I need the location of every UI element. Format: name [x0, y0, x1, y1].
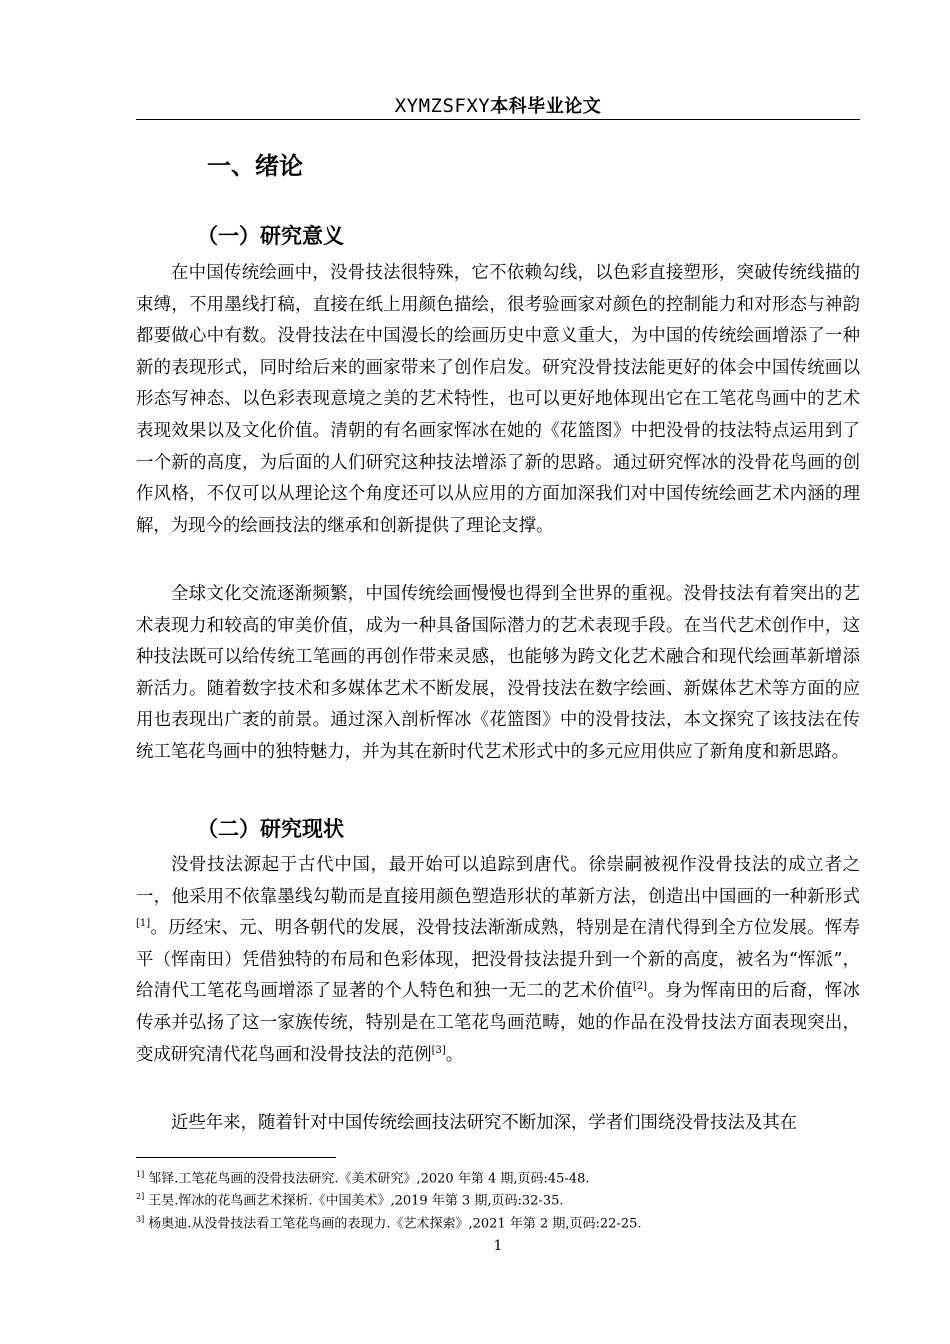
header-rule [136, 119, 860, 120]
footnote [136, 1211, 860, 1233]
body-paragraph: 全球文化交流逐渐频繁，中国传统绘画慢慢也得到全世界的重视。没骨技法有着突出的艺术表现力和较高的审美价值，成为一种具备国际潜力的艺术表现手段。在当代艺术创作中，这种技法既可以给传统工笔画的再创作带来灵感，也能够为跨文化艺术融合和现代绘画革新增添新活力。随着数字技术和多媒体艺术不断发展，没骨技法在数字绘画、新媒体艺术等方面的应用也表现出广袤的前景。通过深入剖析恽冰《花篮图》中的没骨技法，本文探究了该技法在传统工笔花鸟画中的独特魅力，并为其在新时代艺术形式中的多元应用供应了新角度和新思路。 [136, 584, 860, 762]
header-code: XYMZSFXY [394, 95, 491, 117]
footnote-text: 邹铎.工笔花鸟画的没骨技法研究.《美术研究》,2020 年第 4 期,页码:45-48. [148, 1171, 590, 1187]
citation-ref-3[interactable]: [3] [431, 1044, 446, 1056]
paragraph-text: 。 [445, 1044, 464, 1065]
body-paragraph [136, 850, 860, 1071]
footnote-mark: 3] [136, 1214, 145, 1224]
footnote-text: 杨奥迪.从没骨技法看工笔花鸟画的表现力.《艺术探索》,2021 年第 2 期,页码:22-25. [148, 1215, 642, 1231]
section-heading-status: （二）研究现状 [197, 817, 344, 841]
footnote-mark: 1] [136, 1170, 145, 1179]
header-title: 本科毕业论文 [490, 96, 602, 117]
footnote-separator [136, 1157, 336, 1158]
page-number: 1 [493, 1238, 503, 1254]
body-paragraph: 在中国传统绘画中，没骨技法很特殊，它不依赖勾线，以色彩直接塑形，突破传统线描的束缚，不用墨线打稿，直接在纸上用颜色描绘，很考验画家对颜色的控制能力和对形态与神韵都要做心中有数。没骨技法在中国漫长的绘画历史中意义重大，为中国的传统绘画增添了一种新的表现形式，同时给后来的画家带来了创作启发。研究没骨技法能更好的体会中国传统画以形态写神态、以色彩表现意境之美的艺术特性，也可以更好地体现出它在工笔花鸟画中的艺术表现效果以及文化价值。清朝的有名画家恽冰在她的《花篮图》中把没骨的技法特点运用到了一个新的高度，为后面的人们研究这种技法增添了新的思路。通过研究恽冰的没骨花鸟画的创作风格，不仅可以从理论这个角度还可以从应用的方面加深我们对中国传统绘画艺术内涵的理解，为现今的绘画技法的继承和创新提供了理论支撑。 [136, 263, 860, 536]
citation-ref-1[interactable]: [1] [136, 918, 151, 930]
footnotes [136, 1166, 860, 1233]
citation-ref-2[interactable]: [2] [632, 981, 648, 993]
paragraph-text: 没骨技法源起于古代中国，最开始可以追踪到唐代。徐崇嗣被视作没骨技法的成立者之一，他采用不依靠墨线勾勒而是直接用颜色塑造形状的革新方法，创造出中国画的一种新形式 [136, 855, 860, 907]
paragraph-text: 。历经宋、元、明各朝代的发展，没骨技法渐渐成熟，特别是在清代得到全方位发展。恽寿平（恽南田）凭借独特的布局和色彩体现，把没骨技法提升到一个新的高度，被名为“恽派”，给清代工笔花鸟画增添了显著的个人特色和独一无二的艺术价值 [136, 918, 860, 1002]
paragraph-text: 。身为恽南田的后裔，恽冰传承并弘扬了这一家族传统，特别是在工笔花鸟画范畴，她的作品在没骨技法方面表现突出，变成研究清代花鸟画和没骨技法的范例 [136, 981, 860, 1065]
running-header [136, 94, 860, 119]
chapter-title: 一、绪论 [207, 152, 303, 180]
section-heading-significance: （一）研究意义 [197, 224, 344, 248]
footnote-mark: 2] [136, 1192, 145, 1202]
footnote-text: 王昊.恽冰的花鸟画艺术探析.《中国美术》,2019 年第 3 期,页码:32-35. [148, 1193, 564, 1209]
footnote [136, 1166, 860, 1188]
footnote [136, 1188, 860, 1210]
body-paragraph: 近些年来，随着针对中国传统绘画技法研究不断加深，学者们围绕没骨技法及其在 [171, 1113, 798, 1133]
